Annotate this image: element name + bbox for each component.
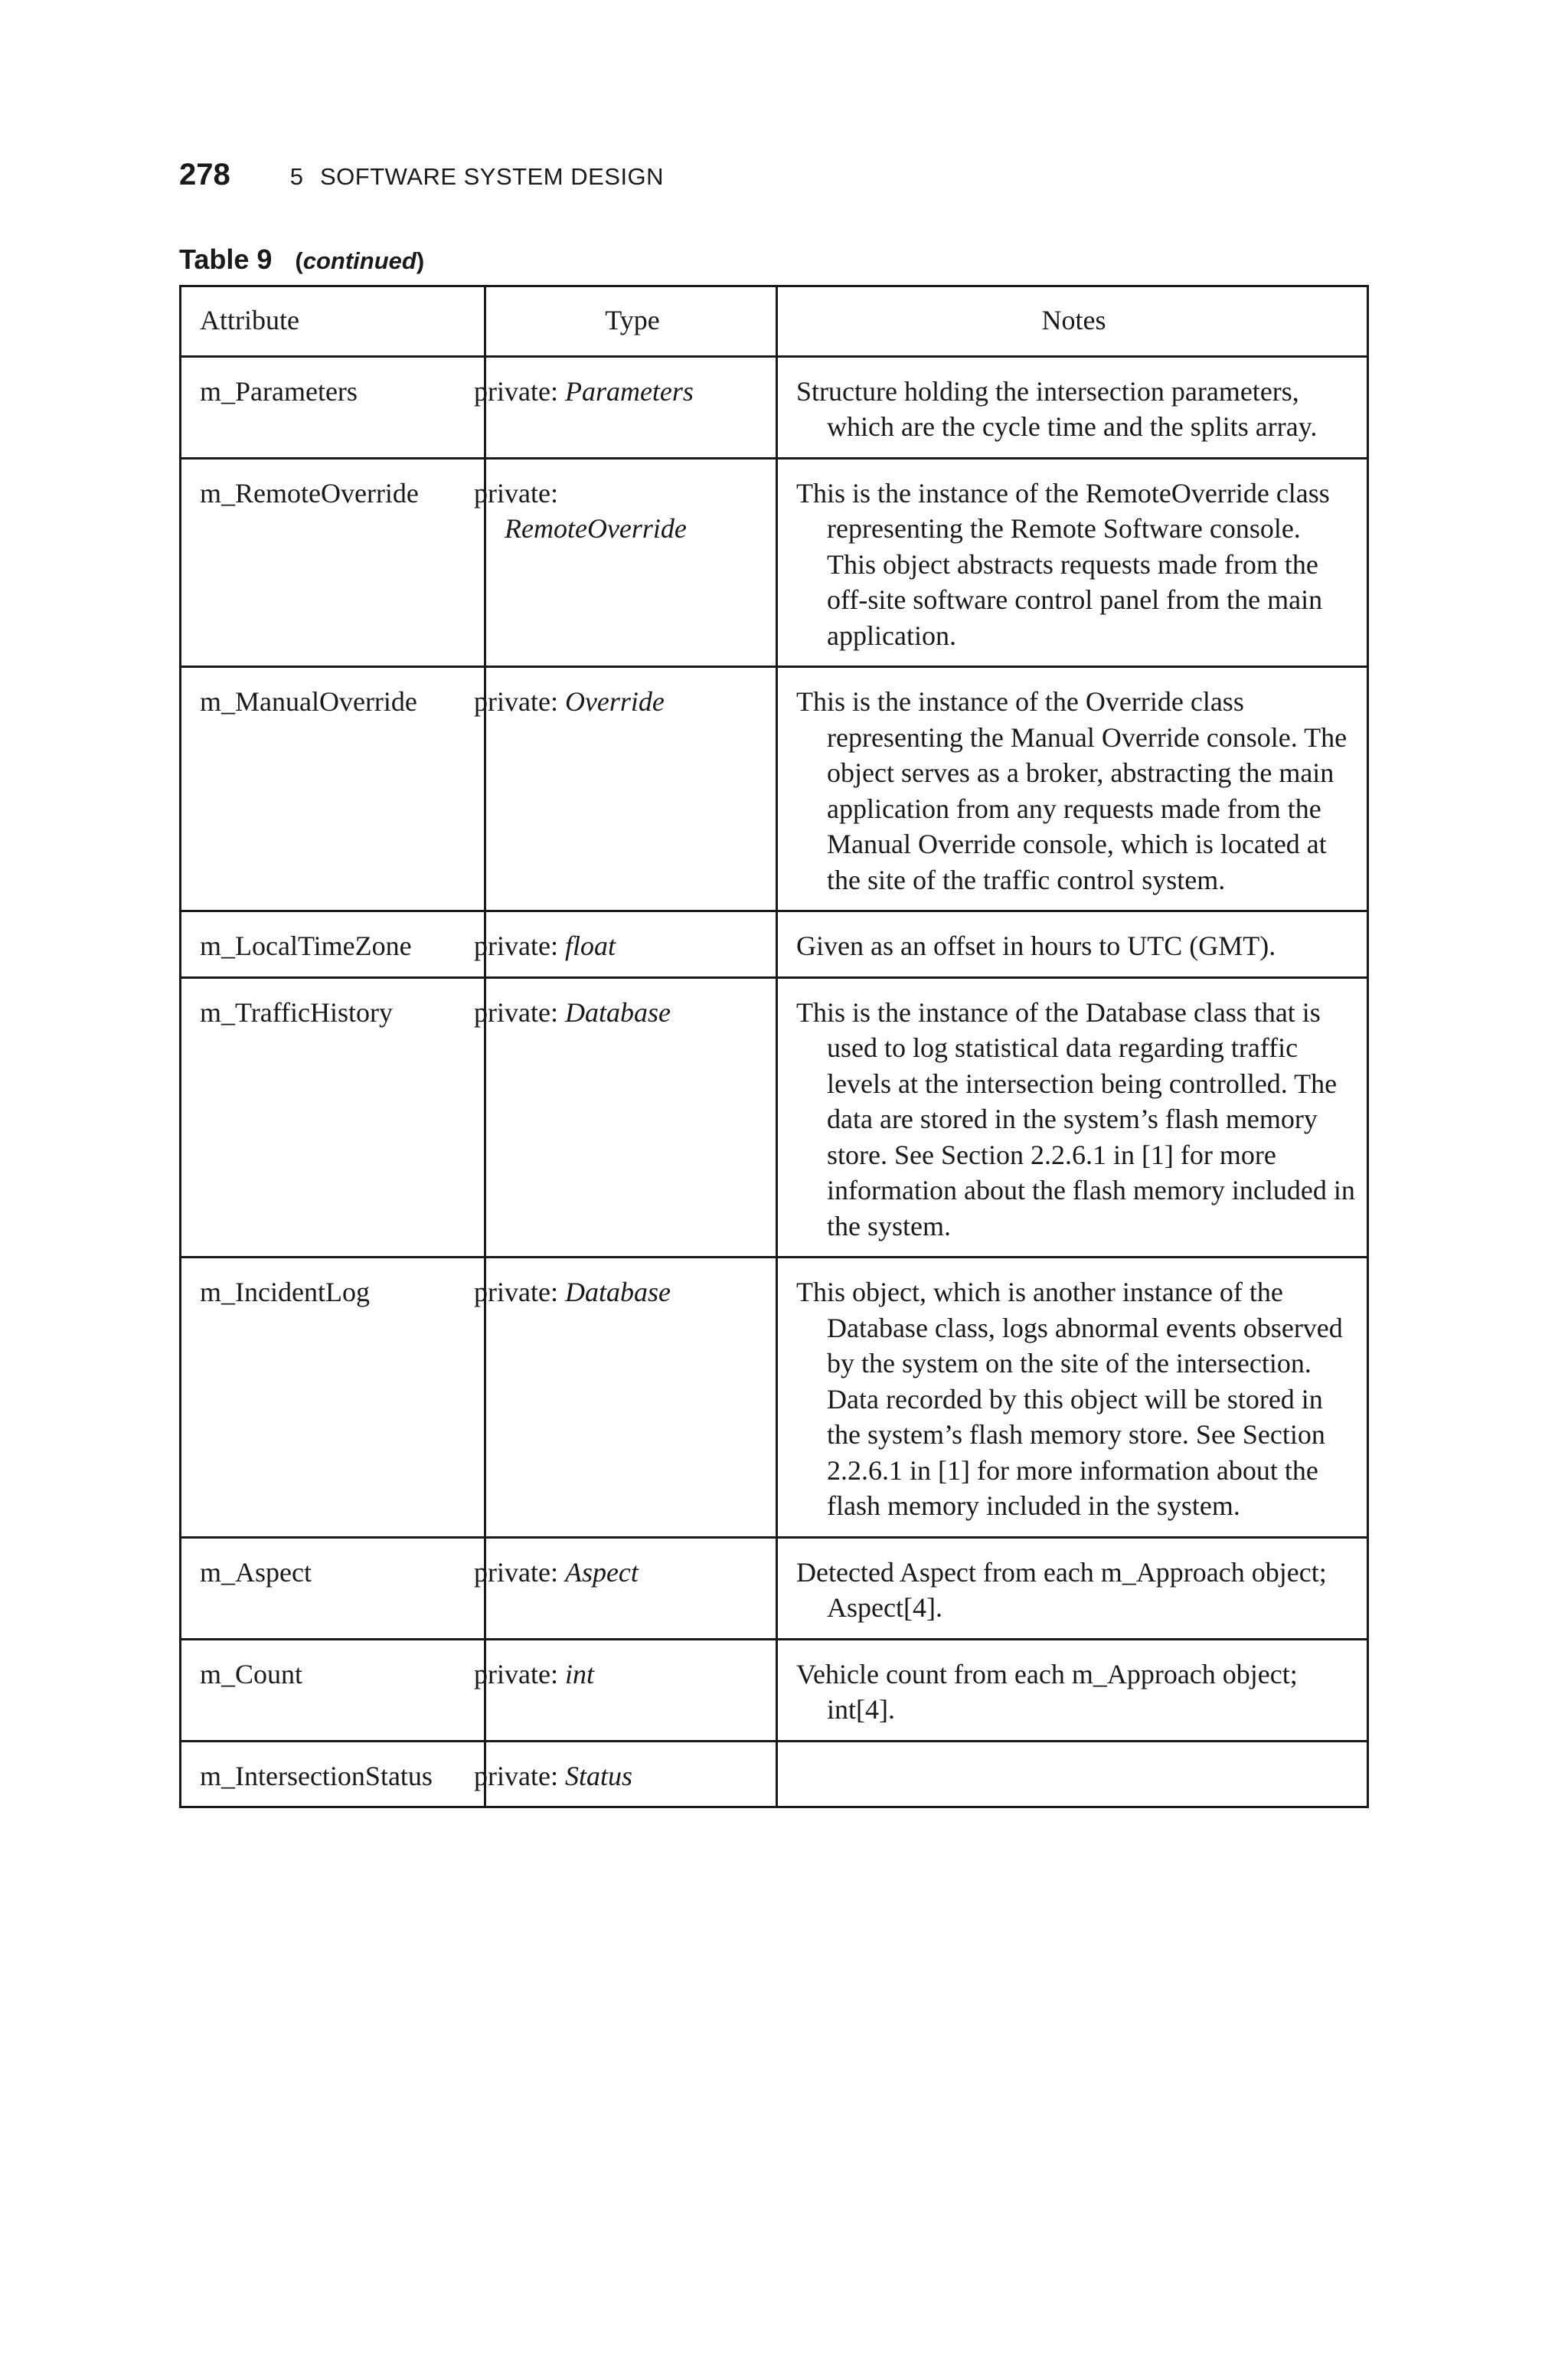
type-cell: private: Aspect [485, 1537, 777, 1639]
continued-note: (continued) [295, 247, 425, 274]
notes-cell: This is the instance of the RemoteOverride class representing the Remote Software console. This object abstracts requests made from the off-site software control panel from the main application. [777, 458, 1368, 667]
attribute-cell: m_ManualOverride [181, 667, 485, 911]
table-row [181, 1741, 1368, 1807]
table-header-row [181, 286, 1368, 357]
column-header-type: Type [485, 286, 777, 357]
type-cell: private: RemoteOverride [485, 458, 777, 667]
attribute-cell: m_TrafficHistory [181, 977, 485, 1258]
notes-cell: Vehicle count from each m_Approach object; int[4]. [777, 1639, 1368, 1741]
type-cell: private: int [485, 1639, 777, 1741]
type-cell: private: float [485, 911, 777, 978]
table-row [181, 911, 1368, 978]
notes-cell: Given as an offset in hours to UTC (GMT). [777, 911, 1368, 978]
notes-cell: Structure holding the intersection parameters, which are the cycle time and the splits array. [777, 356, 1368, 458]
type-cell: private: Override [485, 667, 777, 911]
page-number: 278 [179, 158, 230, 191]
column-header-notes: Notes [777, 286, 1368, 357]
column-header-attribute: Attribute [181, 286, 485, 357]
attribute-cell: m_Parameters [181, 356, 485, 458]
attribute-cell: m_IntersectionStatus [181, 1741, 485, 1807]
table-row [181, 1258, 1368, 1538]
type-cell: private: Database [485, 1258, 777, 1538]
type-cell: private: Parameters [485, 356, 777, 458]
notes-cell: This is the instance of the Override class representing the Manual Override console. The object serves as a broker, abstracting the main application from any requests made from the Manual Override console, which is located at the site of the traffic control system. [777, 667, 1368, 911]
chapter-number: 5 [289, 163, 303, 190]
chapter-title: SOFTWARE SYSTEM DESIGN [320, 163, 665, 190]
table-row [181, 1639, 1368, 1741]
running-header [179, 158, 664, 192]
type-cell: private: Database [485, 977, 777, 1258]
attribute-cell: m_IncidentLog [181, 1258, 485, 1538]
attribute-cell: m_RemoteOverride [181, 458, 485, 667]
attribute-cell: m_Count [181, 1639, 485, 1741]
type-cell: private: Status [485, 1741, 777, 1807]
table-row [181, 977, 1368, 1258]
notes-cell: This object, which is another instance of the Database class, logs abnormal events observed by the system on the site of the intersection. Data recorded by this object will be stored in the system’s flash memory store. See Section 2.2.6.1 in [1] for more information about the flash memory included in the system. [777, 1258, 1368, 1538]
attributes-table [179, 285, 1369, 1808]
attribute-cell: m_LocalTimeZone [181, 911, 485, 978]
notes-cell: Detected Aspect from each m_Approach object; Aspect[4]. [777, 1537, 1368, 1639]
table-row [181, 667, 1368, 911]
notes-cell [777, 1741, 1368, 1807]
attribute-cell: m_Aspect [181, 1537, 485, 1639]
table-caption [179, 244, 424, 276]
table-row [181, 458, 1368, 667]
notes-cell: This is the instance of the Database class that is used to log statistical data regarding traffic levels at the intersection being controlled. The data are stored in the system’s flash memory store. See Section 2.2.6.1 in [1] for more information about the flash memory included in the system. [777, 977, 1368, 1258]
table-label: Table 9 [179, 244, 273, 275]
table-row [181, 356, 1368, 458]
table-row [181, 1537, 1368, 1639]
